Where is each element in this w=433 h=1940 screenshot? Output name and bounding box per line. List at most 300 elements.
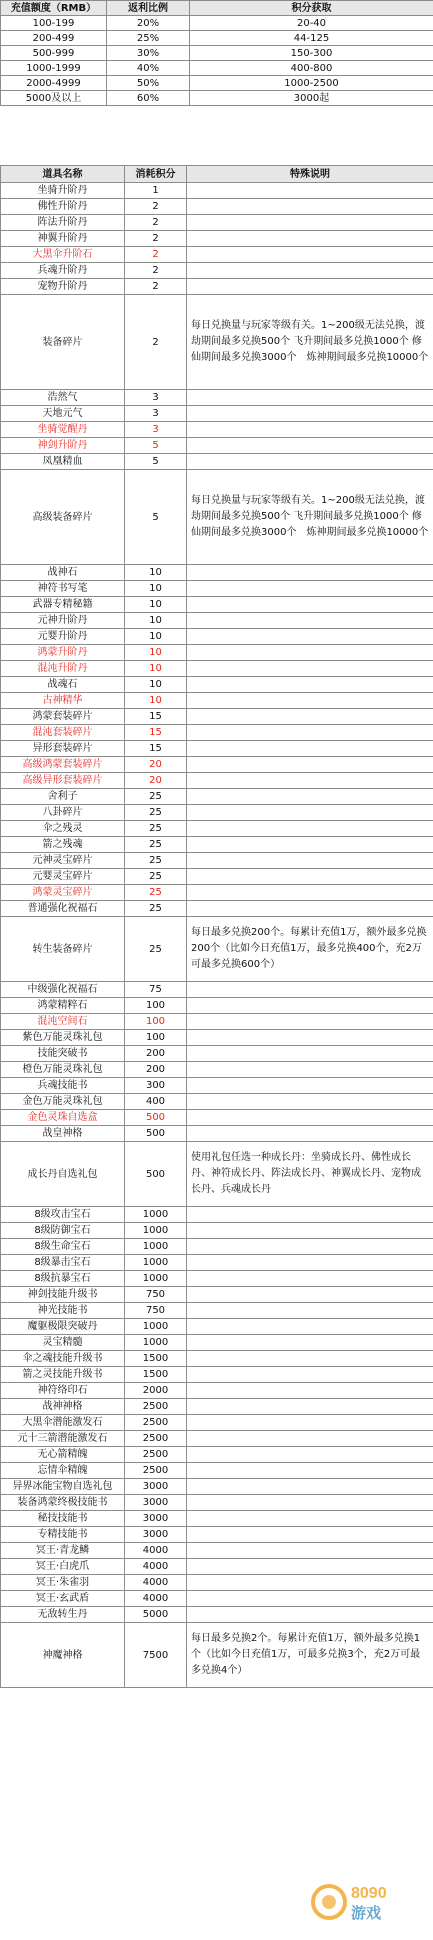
item-row <box>1 438 433 454</box>
item-note-cell <box>187 709 433 725</box>
item-note-cell <box>187 390 433 406</box>
rebate-amount-cell: 200-499 <box>1 31 107 46</box>
item-row <box>1 1303 433 1319</box>
item-row <box>1 406 433 422</box>
item-note-cell <box>187 215 433 231</box>
item-cost-cell: 2 <box>125 247 187 263</box>
item-cost-cell: 2 <box>125 279 187 295</box>
item-row <box>1 183 433 199</box>
item-name-cell: 冥王·青龙鳞 <box>1 1543 125 1559</box>
item-row <box>1 1527 433 1543</box>
item-row <box>1 247 433 263</box>
item-row <box>1 1559 433 1575</box>
site-watermark-logo <box>307 1872 427 1932</box>
item-cost-cell: 1000 <box>125 1319 187 1335</box>
rebate-amount-cell: 500-999 <box>1 46 107 61</box>
item-note-cell <box>187 263 433 279</box>
item-row <box>1 869 433 885</box>
item-name-cell: 元神升阶丹 <box>1 613 125 629</box>
rebate-amount-cell: 5000及以上 <box>1 91 107 106</box>
item-name-cell: 高级鸿蒙套装碎片 <box>1 757 125 773</box>
rebate-table-body <box>1 16 433 106</box>
item-cost-cell: 2 <box>125 263 187 279</box>
item-cost-cell: 1000 <box>125 1255 187 1271</box>
item-cost-cell: 10 <box>125 693 187 709</box>
item-note-cell <box>187 406 433 422</box>
item-cost-cell: 400 <box>125 1094 187 1110</box>
item-note-cell <box>187 1591 433 1607</box>
item-cost-cell: 200 <box>125 1062 187 1078</box>
item-row <box>1 1543 433 1559</box>
item-name-cell: 无敌转生丹 <box>1 1607 125 1623</box>
item-row <box>1 1463 433 1479</box>
item-note-cell <box>187 422 433 438</box>
header-recharge-amount: 充值额度（RMB） <box>1 1 107 16</box>
rebate-ratio-cell: 25% <box>107 31 190 46</box>
item-note-cell <box>187 1271 433 1287</box>
points-exchange-table <box>0 165 433 1688</box>
item-cost-cell: 5 <box>125 454 187 470</box>
rebate-points-cell: 1000-2500 <box>190 76 433 91</box>
item-cost-cell: 75 <box>125 982 187 998</box>
item-row <box>1 1030 433 1046</box>
item-name-cell: 装备鸿蒙终极技能书 <box>1 1495 125 1511</box>
item-note-cell: 每日兑换量与玩家等级有关。1~200级无法兑换，渡劫期间最多兑换500个 飞升期间最多兑换1000个 修仙期间最多兑换3000个 炼神期间最多兑换10000个 <box>187 470 433 565</box>
item-name-cell: 鸿蒙灵宝碎片 <box>1 885 125 901</box>
item-cost-cell: 3 <box>125 390 187 406</box>
item-name-cell: 8级生命宝石 <box>1 1239 125 1255</box>
item-name-cell: 凤凰精血 <box>1 454 125 470</box>
item-cost-cell: 1000 <box>125 1239 187 1255</box>
rebate-amount-cell: 1000-1999 <box>1 61 107 76</box>
item-cost-cell: 10 <box>125 581 187 597</box>
item-row <box>1 982 433 998</box>
item-name-cell: 兵魂技能书 <box>1 1078 125 1094</box>
item-cost-cell: 25 <box>125 821 187 837</box>
item-row <box>1 789 433 805</box>
item-name-cell: 大黑伞升阶石 <box>1 247 125 263</box>
item-cost-cell: 4000 <box>125 1591 187 1607</box>
item-row <box>1 613 433 629</box>
item-note-cell <box>187 1495 433 1511</box>
item-note-cell <box>187 1511 433 1527</box>
item-row <box>1 199 433 215</box>
item-cost-cell: 300 <box>125 1078 187 1094</box>
item-cost-cell: 1000 <box>125 1207 187 1223</box>
rebate-row <box>1 91 433 106</box>
item-cost-cell: 500 <box>125 1110 187 1126</box>
item-name-cell: 神剑升阶丹 <box>1 438 125 454</box>
svg-text:8090: 8090 <box>351 1885 387 1902</box>
item-row <box>1 295 433 390</box>
item-cost-cell: 100 <box>125 998 187 1014</box>
items-table-body <box>1 183 433 1688</box>
item-cost-cell: 10 <box>125 565 187 581</box>
item-cost-cell: 500 <box>125 1126 187 1142</box>
item-row <box>1 677 433 693</box>
item-name-cell: 伞之魂技能升级书 <box>1 1351 125 1367</box>
item-note-cell <box>187 1223 433 1239</box>
item-cost-cell: 2500 <box>125 1463 187 1479</box>
item-cost-cell: 25 <box>125 917 187 982</box>
header-item-name: 道具名称 <box>1 166 125 183</box>
item-row <box>1 1062 433 1078</box>
item-row <box>1 629 433 645</box>
item-name-cell: 金色万能灵珠礼包 <box>1 1094 125 1110</box>
item-cost-cell: 20 <box>125 773 187 789</box>
item-note-cell <box>187 1255 433 1271</box>
item-note-cell <box>187 821 433 837</box>
item-note-cell <box>187 1110 433 1126</box>
item-name-cell: 八卦碎片 <box>1 805 125 821</box>
item-name-cell: 神翼升阶丹 <box>1 231 125 247</box>
item-cost-cell: 10 <box>125 613 187 629</box>
item-note-cell <box>187 1575 433 1591</box>
item-note-cell <box>187 613 433 629</box>
item-name-cell: 转生装备碎片 <box>1 917 125 982</box>
item-name-cell: 战皇神格 <box>1 1126 125 1142</box>
item-row <box>1 565 433 581</box>
rebate-points-cell: 3000起 <box>190 91 433 106</box>
item-row <box>1 1623 433 1688</box>
item-note-cell <box>187 1607 433 1623</box>
item-row <box>1 1591 433 1607</box>
item-note-cell: 每日最多兑换2个。每累计充值1万，额外最多兑换1个（比如今日充值1万，可最多兑换3个，充2万可最多兑换4个） <box>187 1623 433 1688</box>
item-cost-cell: 2 <box>125 295 187 390</box>
item-row <box>1 837 433 853</box>
item-name-cell: 箭之灵技能升级书 <box>1 1367 125 1383</box>
item-row <box>1 597 433 613</box>
rebate-row <box>1 46 433 61</box>
item-row <box>1 1094 433 1110</box>
item-name-cell: 大黑伞潜能激发石 <box>1 1415 125 1431</box>
item-note-cell <box>187 853 433 869</box>
item-note-cell <box>187 645 433 661</box>
item-name-cell: 冥王·白虎爪 <box>1 1559 125 1575</box>
item-name-cell: 伞之残灵 <box>1 821 125 837</box>
item-note-cell <box>187 1207 433 1223</box>
item-name-cell: 元婴灵宝碎片 <box>1 869 125 885</box>
item-name-cell: 紫色万能灵珠礼包 <box>1 1030 125 1046</box>
item-cost-cell: 3000 <box>125 1511 187 1527</box>
rebate-points-cell: 400-800 <box>190 61 433 76</box>
item-name-cell: 高级异形套装碎片 <box>1 773 125 789</box>
item-cost-cell: 4000 <box>125 1559 187 1575</box>
item-name-cell: 箭之残魂 <box>1 837 125 853</box>
item-name-cell: 冥王·玄武盾 <box>1 1591 125 1607</box>
item-row <box>1 1142 433 1207</box>
item-name-cell: 普通强化祝福石 <box>1 901 125 917</box>
item-note-cell: 使用礼包任选一种成长丹：坐骑成长丹、佛性成长丹、神符成长丹、阵法成长丹、神翼成长丹、宠物成长丹、兵魂成长丹 <box>187 1142 433 1207</box>
item-note-cell <box>187 789 433 805</box>
item-row <box>1 741 433 757</box>
item-name-cell: 神符书写笔 <box>1 581 125 597</box>
item-note-cell <box>187 885 433 901</box>
header-points-earned: 积分获取 <box>190 1 433 16</box>
item-row <box>1 422 433 438</box>
item-note-cell <box>187 1319 433 1335</box>
item-row <box>1 1575 433 1591</box>
item-cost-cell: 1500 <box>125 1367 187 1383</box>
item-name-cell: 鸿蒙套装碎片 <box>1 709 125 725</box>
item-cost-cell: 2 <box>125 215 187 231</box>
item-name-cell: 8级防御宝石 <box>1 1223 125 1239</box>
item-name-cell: 无心箭精魄 <box>1 1447 125 1463</box>
item-row <box>1 1223 433 1239</box>
item-note-cell <box>187 1415 433 1431</box>
header-special-note: 特殊说明 <box>187 166 433 183</box>
header-rebate-ratio: 返利比例 <box>107 1 190 16</box>
item-cost-cell: 4000 <box>125 1575 187 1591</box>
rebate-row <box>1 31 433 46</box>
svg-text:游戏: 游戏 <box>351 1904 382 1922</box>
item-row <box>1 581 433 597</box>
item-note-cell <box>187 901 433 917</box>
item-note-cell <box>187 725 433 741</box>
item-name-cell: 天地元气 <box>1 406 125 422</box>
item-name-cell: 战神石 <box>1 565 125 581</box>
item-row <box>1 645 433 661</box>
item-cost-cell: 25 <box>125 789 187 805</box>
item-name-cell: 宠物升阶丹 <box>1 279 125 295</box>
item-name-cell: 专精技能书 <box>1 1527 125 1543</box>
item-row <box>1 1126 433 1142</box>
item-name-cell: 中级强化祝福石 <box>1 982 125 998</box>
item-name-cell: 阵法升阶丹 <box>1 215 125 231</box>
rebate-amount-cell: 2000-4999 <box>1 76 107 91</box>
item-cost-cell: 100 <box>125 1030 187 1046</box>
item-cost-cell: 200 <box>125 1046 187 1062</box>
item-cost-cell: 10 <box>125 645 187 661</box>
item-row <box>1 1207 433 1223</box>
item-name-cell: 忘情伞精魄 <box>1 1463 125 1479</box>
header-points-cost: 消耗积分 <box>125 166 187 183</box>
item-cost-cell: 10 <box>125 677 187 693</box>
item-row <box>1 1479 433 1495</box>
item-name-cell: 异形套装碎片 <box>1 741 125 757</box>
item-name-cell: 战魂石 <box>1 677 125 693</box>
item-row <box>1 1078 433 1094</box>
item-row <box>1 1319 433 1335</box>
item-row <box>1 1399 433 1415</box>
item-name-cell: 异界冰能宝物自选礼包 <box>1 1479 125 1495</box>
rebate-ratio-cell: 40% <box>107 61 190 76</box>
item-row <box>1 1447 433 1463</box>
item-row <box>1 1110 433 1126</box>
rebate-ratio-cell: 20% <box>107 16 190 31</box>
item-name-cell: 神剑技能升级书 <box>1 1287 125 1303</box>
item-cost-cell: 10 <box>125 661 187 677</box>
item-name-cell: 神光技能书 <box>1 1303 125 1319</box>
item-name-cell: 佛性升阶丹 <box>1 199 125 215</box>
item-cost-cell: 5 <box>125 470 187 565</box>
rebate-row <box>1 16 433 31</box>
item-row <box>1 1415 433 1431</box>
item-note-cell <box>187 1431 433 1447</box>
item-row <box>1 773 433 789</box>
item-note-cell <box>187 1078 433 1094</box>
item-cost-cell: 500 <box>125 1142 187 1207</box>
item-cost-cell: 2500 <box>125 1415 187 1431</box>
item-note-cell <box>187 1479 433 1495</box>
item-note-cell <box>187 247 433 263</box>
item-row <box>1 1255 433 1271</box>
item-name-cell: 成长丹自选礼包 <box>1 1142 125 1207</box>
item-row <box>1 279 433 295</box>
rebate-ratio-cell: 30% <box>107 46 190 61</box>
item-row <box>1 1046 433 1062</box>
item-note-cell <box>187 438 433 454</box>
item-note-cell <box>187 1447 433 1463</box>
item-note-cell <box>187 998 433 1014</box>
item-row <box>1 1607 433 1623</box>
item-row <box>1 1367 433 1383</box>
rebate-points-cell: 20-40 <box>190 16 433 31</box>
item-row <box>1 454 433 470</box>
item-cost-cell: 750 <box>125 1287 187 1303</box>
item-row <box>1 757 433 773</box>
item-note-cell <box>187 1030 433 1046</box>
item-note-cell <box>187 1399 433 1415</box>
item-name-cell: 灵宝精髓 <box>1 1335 125 1351</box>
item-note-cell <box>187 629 433 645</box>
item-cost-cell: 10 <box>125 597 187 613</box>
item-name-cell: 混沌空间石 <box>1 1014 125 1030</box>
item-note-cell <box>187 1126 433 1142</box>
item-row <box>1 1239 433 1255</box>
item-name-cell: 装备碎片 <box>1 295 125 390</box>
item-name-cell: 8级暴击宝石 <box>1 1255 125 1271</box>
rebate-header-row <box>1 1 433 16</box>
item-name-cell: 秘技技能书 <box>1 1511 125 1527</box>
item-row <box>1 1511 433 1527</box>
item-row <box>1 1431 433 1447</box>
item-row <box>1 805 433 821</box>
item-cost-cell: 4000 <box>125 1543 187 1559</box>
rebate-amount-cell: 100-199 <box>1 16 107 31</box>
item-name-cell: 古神精华 <box>1 693 125 709</box>
item-note-cell <box>187 757 433 773</box>
item-cost-cell: 2 <box>125 199 187 215</box>
item-name-cell: 浩然气 <box>1 390 125 406</box>
item-name-cell: 武器专精秘籍 <box>1 597 125 613</box>
item-note-cell <box>187 741 433 757</box>
item-name-cell: 魔躯极限突破丹 <box>1 1319 125 1335</box>
item-note-cell <box>187 581 433 597</box>
item-cost-cell: 3000 <box>125 1527 187 1543</box>
item-cost-cell: 10 <box>125 629 187 645</box>
item-note-cell <box>187 1094 433 1110</box>
item-note-cell <box>187 773 433 789</box>
item-row <box>1 263 433 279</box>
item-note-cell <box>187 454 433 470</box>
item-row <box>1 1495 433 1511</box>
item-name-cell: 坐骑觉醒丹 <box>1 422 125 438</box>
item-cost-cell: 3000 <box>125 1479 187 1495</box>
item-cost-cell: 1 <box>125 183 187 199</box>
item-note-cell <box>187 1046 433 1062</box>
item-cost-cell: 2000 <box>125 1383 187 1399</box>
item-row <box>1 1335 433 1351</box>
item-note-cell <box>187 837 433 853</box>
item-name-cell: 战神神格 <box>1 1399 125 1415</box>
item-name-cell: 混沌套装碎片 <box>1 725 125 741</box>
item-cost-cell: 7500 <box>125 1623 187 1688</box>
item-name-cell: 坐骑升阶丹 <box>1 183 125 199</box>
item-cost-cell: 1000 <box>125 1271 187 1287</box>
item-cost-cell: 5 <box>125 438 187 454</box>
item-cost-cell: 25 <box>125 853 187 869</box>
rebate-points-cell: 44-125 <box>190 31 433 46</box>
item-row <box>1 1287 433 1303</box>
item-cost-cell: 15 <box>125 725 187 741</box>
item-cost-cell: 25 <box>125 837 187 853</box>
recharge-rebate-table <box>0 0 433 106</box>
item-row <box>1 901 433 917</box>
item-note-cell <box>187 1014 433 1030</box>
item-row <box>1 917 433 982</box>
item-cost-cell: 20 <box>125 757 187 773</box>
item-note-cell <box>187 982 433 998</box>
item-row <box>1 693 433 709</box>
item-row <box>1 1383 433 1399</box>
rebate-row <box>1 61 433 76</box>
item-note-cell <box>187 1239 433 1255</box>
item-cost-cell: 1000 <box>125 1223 187 1239</box>
item-row <box>1 725 433 741</box>
item-cost-cell: 25 <box>125 869 187 885</box>
item-name-cell: 元十三箭潜能激发石 <box>1 1431 125 1447</box>
item-note-cell <box>187 1463 433 1479</box>
item-name-cell: 神魔神格 <box>1 1623 125 1688</box>
item-note-cell <box>187 1287 433 1303</box>
item-name-cell: 金色灵珠自选盒 <box>1 1110 125 1126</box>
item-note-cell <box>187 1527 433 1543</box>
item-cost-cell: 3 <box>125 406 187 422</box>
item-note-cell <box>187 1543 433 1559</box>
item-cost-cell: 750 <box>125 1303 187 1319</box>
item-note-cell: 每日兑换量与玩家等级有关。1~200级无法兑换，渡劫期间最多兑换500个 飞升期间最多兑换1000个 修仙期间最多兑换3000个 炼神期间最多兑换10000个 <box>187 295 433 390</box>
item-note-cell <box>187 1383 433 1399</box>
item-name-cell: 冥王·朱雀羽 <box>1 1575 125 1591</box>
item-row <box>1 661 433 677</box>
item-row <box>1 390 433 406</box>
item-note-cell <box>187 597 433 613</box>
item-cost-cell: 1000 <box>125 1335 187 1351</box>
item-name-cell: 鸿蒙升阶丹 <box>1 645 125 661</box>
item-note-cell: 每日最多兑换200个。每累计充值1万，额外最多兑换200个（比如今日充值1万，最多兑换400个，充2万可最多兑换600个） <box>187 917 433 982</box>
item-cost-cell: 3 <box>125 422 187 438</box>
item-cost-cell: 2500 <box>125 1431 187 1447</box>
item-note-cell <box>187 1303 433 1319</box>
item-row <box>1 998 433 1014</box>
item-cost-cell: 5000 <box>125 1607 187 1623</box>
item-note-cell <box>187 693 433 709</box>
item-name-cell: 神符络印石 <box>1 1383 125 1399</box>
item-cost-cell: 2 <box>125 231 187 247</box>
item-note-cell <box>187 661 433 677</box>
item-name-cell: 元婴升阶丹 <box>1 629 125 645</box>
rebate-points-cell: 150-300 <box>190 46 433 61</box>
item-cost-cell: 2500 <box>125 1447 187 1463</box>
item-row <box>1 821 433 837</box>
item-cost-cell: 25 <box>125 901 187 917</box>
item-cost-cell: 15 <box>125 709 187 725</box>
item-note-cell <box>187 805 433 821</box>
item-row <box>1 853 433 869</box>
item-note-cell <box>187 1367 433 1383</box>
item-note-cell <box>187 1351 433 1367</box>
